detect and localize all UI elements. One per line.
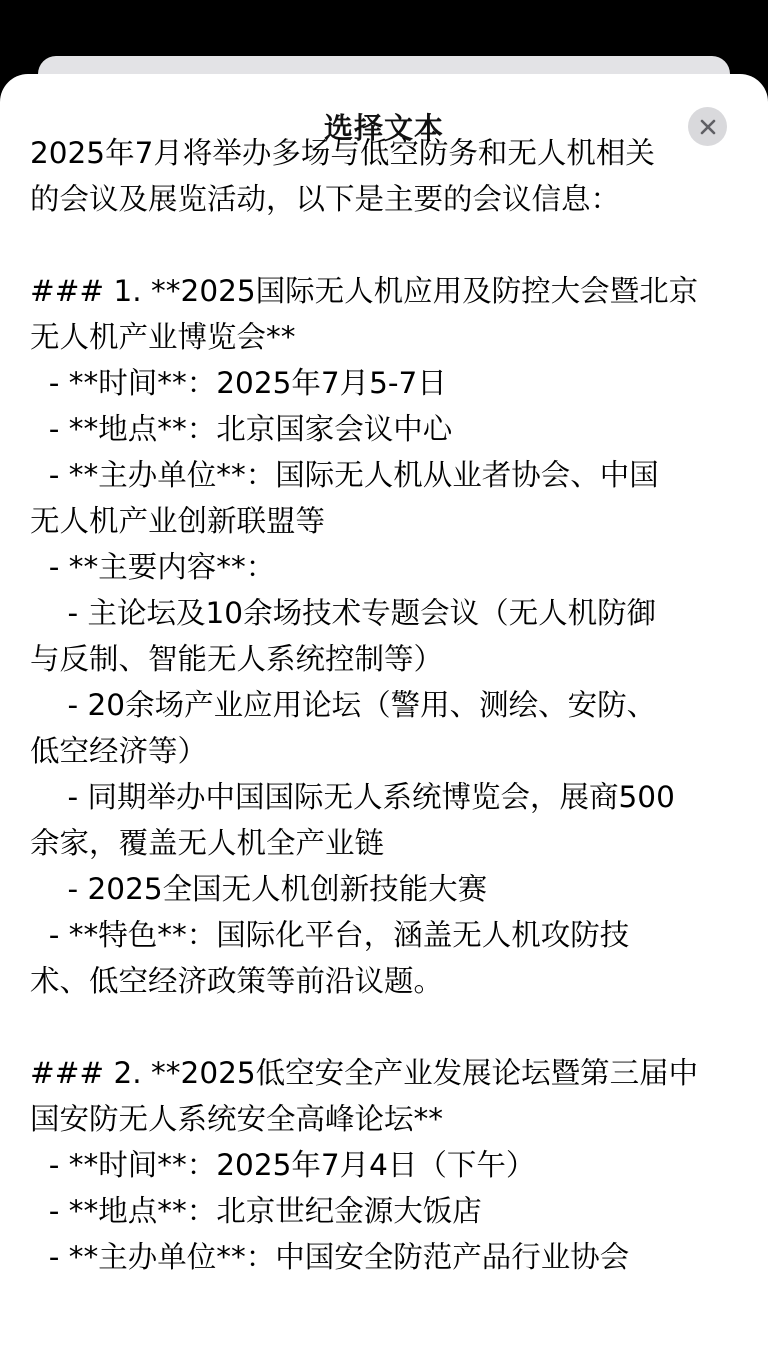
text-line: - 20余场产业应用论坛（警用、测绘、安防、 bbox=[30, 688, 657, 722]
text-line: - 2025全国无人机创新技能大赛 bbox=[30, 872, 488, 906]
text-line: - **主办单位**：国际无人机从业者协会、中国 bbox=[30, 458, 659, 492]
text-line: 无人机产业博览会** bbox=[30, 320, 296, 354]
text-line: - **主办单位**：中国安全防范产品行业协会 bbox=[30, 1240, 630, 1274]
text-line: 余家，覆盖无人机全产业链 bbox=[30, 826, 385, 860]
text-line: ### 2. **2025低空安全产业发展论坛暨第三届中 bbox=[30, 1056, 699, 1090]
text-line: - **地点**：北京国家会议中心 bbox=[30, 412, 453, 446]
blank-line bbox=[30, 222, 742, 268]
text-line: 无人机产业创新联盟等 bbox=[30, 504, 326, 538]
text-line: 国安防无人系统安全高峰论坛** bbox=[30, 1102, 444, 1136]
text-line: 的会议及展览活动，以下是主要的会议信息： bbox=[30, 182, 621, 216]
text-line: - **时间**：2025年7月4日（下午） bbox=[30, 1148, 536, 1182]
text-line: - 同期举办中国国际无人系统博览会，展商500 bbox=[30, 780, 675, 814]
text-line: - 主论坛及10余场技术专题会议（无人机防御 bbox=[30, 596, 657, 630]
text-line: ### 1. **2025国际无人机应用及防控大会暨北京 bbox=[30, 274, 699, 308]
text-line: 术、低空经济政策等前沿议题。 bbox=[30, 964, 444, 998]
text-line: 低空经济等） bbox=[30, 734, 208, 768]
text-line: - **特色**：国际化平台，涵盖无人机攻防技 bbox=[30, 918, 630, 952]
text-line: - **地点**：北京世纪金源大饭店 bbox=[30, 1194, 482, 1228]
blank-line bbox=[30, 1004, 742, 1050]
text-line: 2025年7月将举办多场与低空防务和无人机相关 bbox=[30, 136, 655, 170]
sheet-title: 选择文本 bbox=[323, 111, 444, 145]
text-line: - **时间**：2025年7月5-7日 bbox=[30, 366, 447, 400]
selectable-text-body[interactable] bbox=[30, 130, 742, 1280]
text-line: 与反制、智能无人系统控制等） bbox=[30, 642, 444, 676]
text-line: - **主要内容**： bbox=[30, 550, 276, 584]
